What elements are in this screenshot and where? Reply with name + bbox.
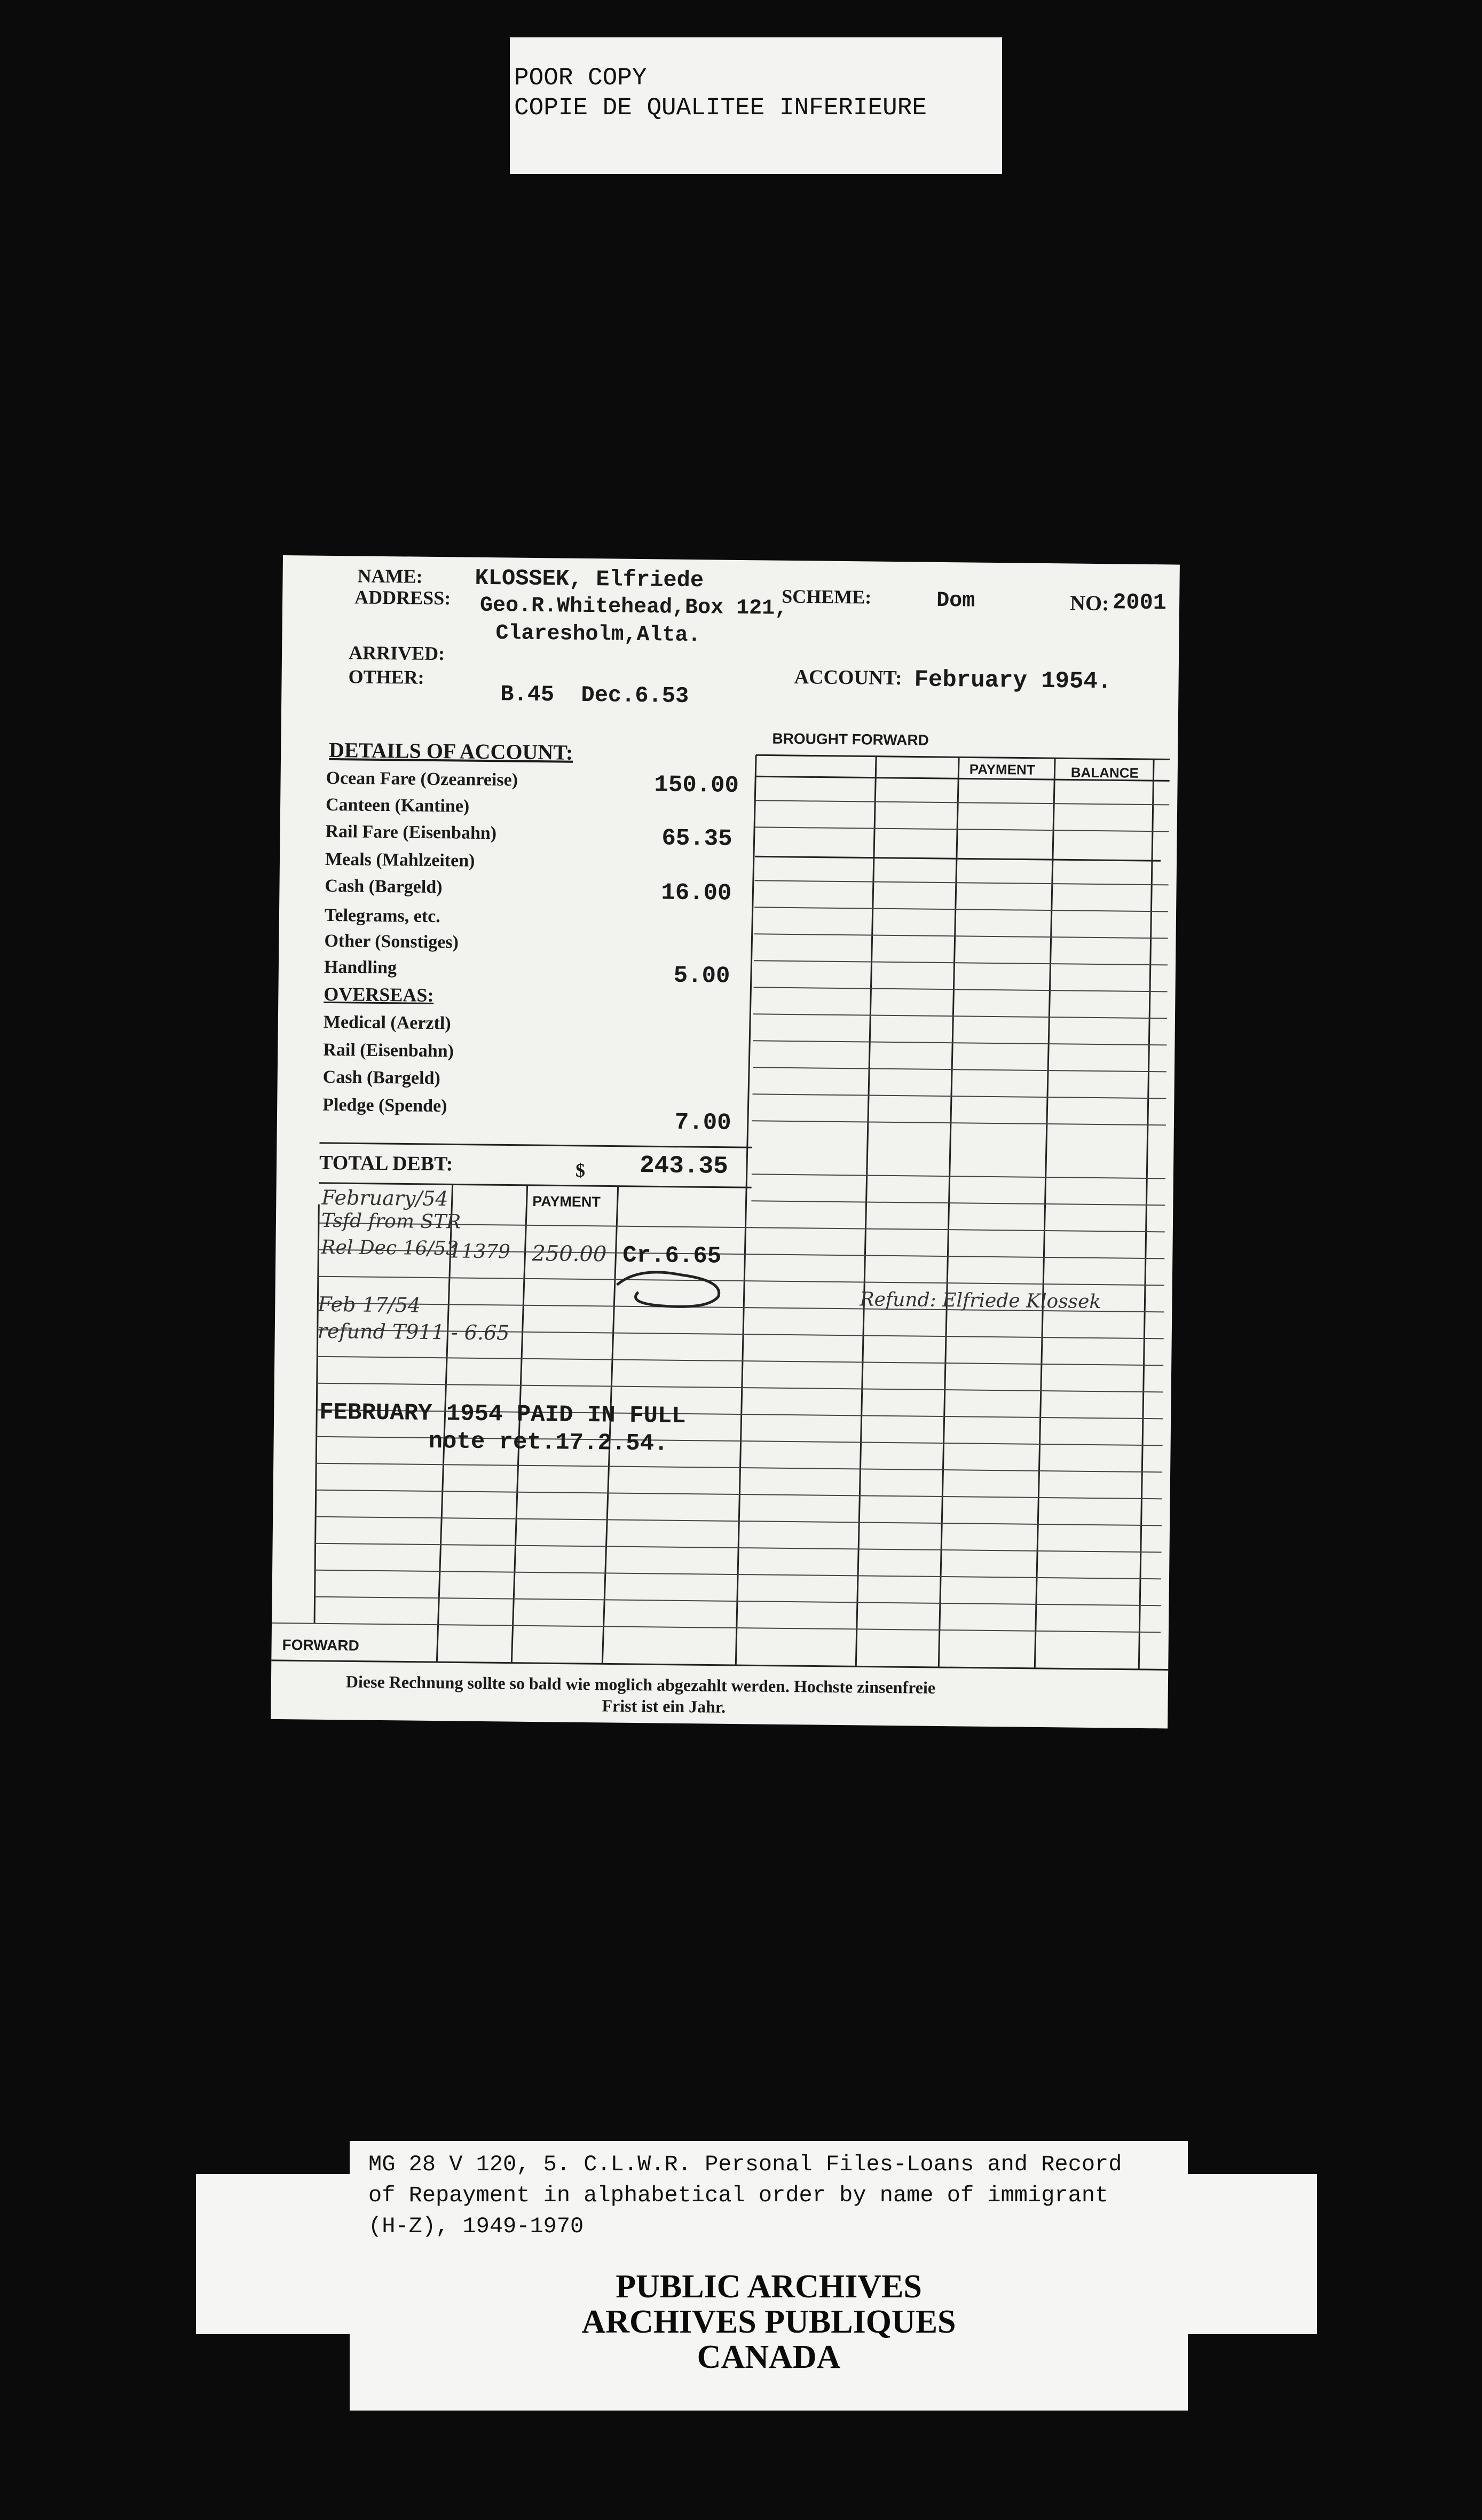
dollar-sign: $: [575, 1159, 586, 1181]
details-item: Cash (Bargeld): [325, 876, 443, 897]
lower-payment-header: PAYMENT: [532, 1193, 601, 1210]
reference-line-2: of Repayment in alphabetical order by name of immigrant: [368, 2183, 1109, 2208]
forward-label: FORWARD: [282, 1636, 359, 1654]
handwritten-refund: refund T911 - 6.65: [317, 1319, 510, 1345]
details-item: Rail (Eisenbahn): [323, 1040, 454, 1061]
details-amount: 5.00: [673, 962, 730, 990]
archives-line-english: PUBLIC ARCHIVES: [616, 2269, 922, 2305]
balance-column-header: BALANCE: [1070, 764, 1139, 781]
details-item: Ocean Fare (Ozeanreise): [326, 768, 518, 790]
payment-column-header: PAYMENT: [969, 761, 1035, 778]
poor-copy-stamp: [510, 37, 1002, 174]
address-line-1: Geo.R.Whitehead,Box 121,: [479, 593, 788, 621]
account-card: [271, 555, 1180, 1728]
scheme-label: SCHEME:: [782, 585, 872, 608]
poor-copy-french-line: COPIE DE QUALITEE INFERIEURE: [514, 94, 927, 122]
reference-line-3: (H-Z), 1949-1970: [368, 2214, 584, 2239]
details-item: Medical (Aerztl): [323, 1012, 451, 1034]
archives-stamp: [350, 2269, 1188, 2375]
details-item: Telegrams, etc.: [324, 905, 440, 927]
name-value: KLOSSEK, Elfriede: [475, 565, 704, 594]
details-item: Pledge (Spende): [322, 1094, 447, 1116]
reference-text: [368, 2149, 1169, 2242]
address-line-2: Claresholm,Alta.: [495, 621, 701, 648]
handwritten-month: February/54: [321, 1185, 448, 1211]
total-debt-label: TOTAL DEBT:: [319, 1151, 453, 1176]
scheme-value: Dom: [936, 588, 975, 613]
details-item: Other (Sonstiges): [324, 931, 459, 952]
handwritten-transfer: Tsfd from STR: [321, 1209, 461, 1233]
handwritten-date: Rel Dec 16/53: [321, 1236, 459, 1260]
number-label: NO:: [1069, 590, 1109, 616]
handwritten-feb17: Feb 17/54: [318, 1292, 421, 1317]
footer-line-1: Diese Rechnung sollte so bald wie moglich abgezahlt werden. Hochste zinsenfreie: [345, 1672, 936, 1697]
arrived-label: ARRIVED:: [348, 642, 445, 665]
handwritten-payment: 250.00: [532, 1241, 607, 1267]
other-value: B.45 Dec.6.53: [500, 681, 689, 709]
handwritten-refund-note: Refund: Elfriede Klossek: [860, 1288, 1101, 1313]
details-item: Canteen (Kantine): [325, 794, 470, 816]
note-returned-line: note ret.17.2.54.: [428, 1428, 668, 1458]
other-label: OTHER:: [348, 666, 424, 688]
details-amount: 150.00: [654, 771, 739, 799]
ledger-grid: [271, 555, 1180, 1728]
paid-in-full-line: FEBRUARY 1954 PAID IN FULL: [319, 1399, 686, 1430]
account-label: ACCOUNT:: [794, 666, 902, 690]
reference-line-1: MG 28 V 120, 5. C.L.W.R. Personal Files-Loans and Record: [368, 2152, 1122, 2177]
details-header: DETAILS OF ACCOUNT:: [328, 737, 573, 765]
archives-line-french: ARCHIVES PUBLIQUES: [581, 2304, 956, 2340]
overseas-header: OVERSEAS:: [324, 983, 434, 1006]
archives-line-country: CANADA: [697, 2339, 841, 2375]
details-item: Handling: [324, 957, 397, 978]
brought-forward-label: BROUGHT FORWARD: [772, 730, 929, 749]
details-amount: 65.35: [661, 825, 732, 853]
details-amount: 7.00: [674, 1109, 731, 1137]
details-amount: 16.00: [661, 879, 732, 907]
handwritten-number: 11379: [449, 1240, 511, 1263]
account-value: February 1954.: [914, 666, 1112, 696]
details-item: Rail Fare (Eisenbahn): [325, 821, 497, 844]
details-item: Meals (Mahlzeiten): [325, 849, 475, 871]
footer-line-2: Frist ist ein Jahr.: [602, 1696, 726, 1716]
number-value: 2001: [1112, 589, 1167, 616]
poor-copy-line: POOR COPY: [514, 64, 647, 92]
address-label: ADDRESS:: [354, 586, 451, 609]
total-debt-value: 243.35: [639, 1152, 728, 1180]
details-item: Cash (Bargeld): [322, 1067, 441, 1089]
credit-value: Cr.6.65: [622, 1242, 722, 1270]
name-label: NAME:: [357, 565, 423, 587]
